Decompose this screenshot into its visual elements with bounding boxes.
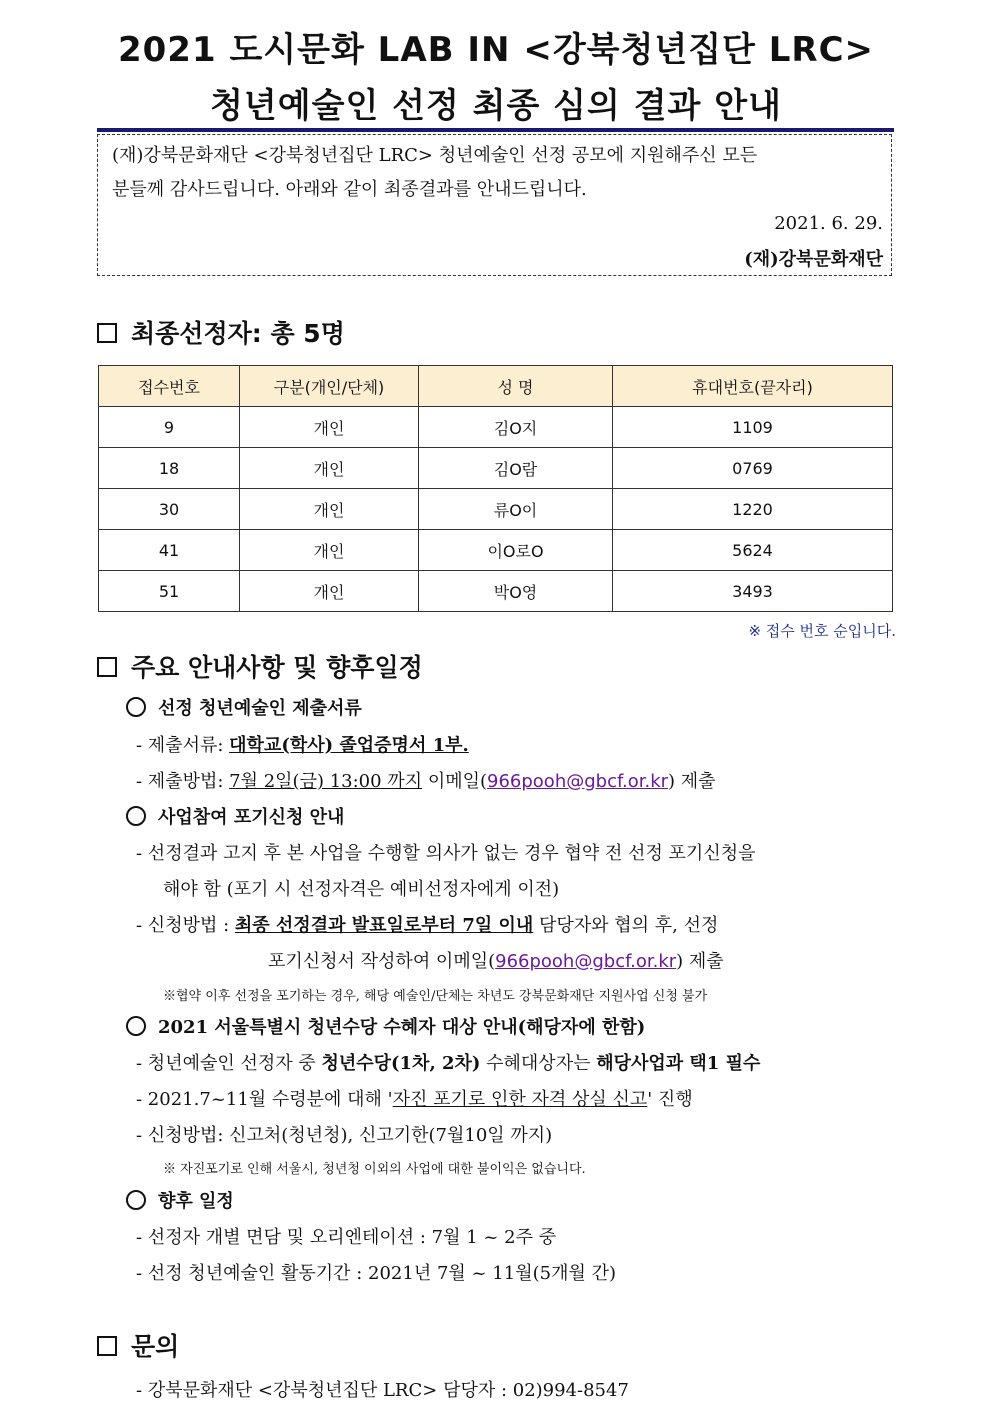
notice-text-line1: (재)강북문화재단 <강북청년집단 LRC> 청년예술인 선정 공모에 지원해주신 모든 <box>112 145 758 166</box>
documents-value: 대학교(학사) 졸업증명서 1부. <box>229 735 469 756</box>
subheading-withdrawal <box>126 803 344 829</box>
text: ) 제출 <box>668 771 716 792</box>
text: 포기신청서 작성하여 이메일( <box>268 951 496 972</box>
title-divider <box>97 128 894 132</box>
cell: 류O이 <box>419 489 613 530</box>
cell: 개인 <box>240 407 419 448</box>
allowance-line1 <box>136 1049 760 1075</box>
contact-line: - 강북문화재단 <강북청년집단 LRC> 담당자 : 02)994-8547 <box>136 1380 629 1401</box>
subheading-text: 2021 서울특별시 청년수당 수혜자 대상 안내(해당자에 한함) <box>158 1017 646 1038</box>
notice-box <box>97 134 892 276</box>
table-row <box>99 571 893 612</box>
cell: 1109 <box>613 407 893 448</box>
label: - 제출서류: <box>136 735 230 756</box>
subheading-text: 사업참여 포기신청 안내 <box>158 807 345 828</box>
subheading-text: 선정 청년예술인 제출서류 <box>158 698 362 719</box>
circle-bullet-icon <box>126 1190 146 1210</box>
circle-bullet-icon <box>126 806 146 826</box>
section-title: 문의 <box>131 1332 180 1361</box>
col-header: 성 명 <box>419 366 613 407</box>
text: - 2021.7~11월 수령분에 대해 ' <box>136 1089 393 1110</box>
cell: 박O영 <box>419 571 613 612</box>
notice-date: 2021. 6. 29. <box>774 213 883 234</box>
text: ) 제출 <box>676 951 724 972</box>
documents-line <box>136 731 469 757</box>
cell: 개인 <box>240 448 419 489</box>
allowance-note: ※ 자진포기로 인해 서울시, 청년청 이외의 사업에 대한 불이익은 없습니다. <box>163 1162 586 1177</box>
text: - 청년예술인 선정자 중 <box>136 1053 322 1074</box>
cell: 51 <box>99 571 240 612</box>
subheading-text: 향후 일정 <box>158 1191 234 1212</box>
col-header: 구분(개인/단체) <box>240 366 419 407</box>
email-link[interactable]: 966pooh@gbcf.or.kr <box>487 771 669 792</box>
table-row <box>99 489 893 530</box>
subheading-documents <box>126 694 362 720</box>
selection-table <box>98 365 893 612</box>
cell: 김O람 <box>419 448 613 489</box>
table-footnote: ※ 접수 번호 순입니다. <box>748 622 896 640</box>
cell: 김O지 <box>419 407 613 448</box>
notice-text-line2: 분들께 감사드립니다. 아래와 같이 최종결과를 안내드립니다. <box>112 179 587 200</box>
doc-title-line2: 청년예술인 선정 최종 심의 결과 안내 <box>210 86 782 126</box>
label: - 제출방법: <box>136 771 230 792</box>
withdrawal-method-line <box>136 911 718 937</box>
cell: 9 <box>99 407 240 448</box>
section-title: 최종선정자: 총 5명 <box>131 319 345 348</box>
cell: 30 <box>99 489 240 530</box>
section-inquiry <box>97 1327 179 1363</box>
allowance-line3: - 신청방법: 신고처(청년청), 신고기한(7월10일 까지) <box>136 1125 553 1146</box>
cell: 1220 <box>613 489 893 530</box>
circle-bullet-icon <box>126 697 146 717</box>
notice-text <box>112 139 882 207</box>
email-link[interactable]: 966pooh@gbcf.or.kr <box>495 951 677 972</box>
table-row <box>99 407 893 448</box>
cell: 0769 <box>613 448 893 489</box>
notice-org: (재)강북문화재단 <box>744 249 883 270</box>
doc-title-line1: 2021 도시문화 LAB IN <강북청년집단 LRC> <box>117 30 875 70</box>
checkbox-square-icon <box>97 657 117 677</box>
subheading-youth-allowance <box>126 1013 645 1039</box>
schedule-line2: - 선정 청년예술인 활동기간 : 2021년 7월 ~ 11월(5개월 간) <box>136 1263 616 1284</box>
allowance-line2 <box>136 1085 693 1111</box>
subheading-schedule <box>126 1187 234 1213</box>
cell: 개인 <box>240 489 419 530</box>
cell: 이O로O <box>419 530 613 571</box>
text: 이메일( <box>422 771 488 792</box>
text: 담당자와 협의 후, 선정 <box>533 915 719 936</box>
emphasis: 해당사업과 택1 필수 <box>596 1053 761 1074</box>
schedule-line1: - 선정자 개별 면담 및 오리엔테이션 : 7월 1 ~ 2주 중 <box>136 1227 557 1248</box>
submit-method-line <box>136 767 716 793</box>
cell: 41 <box>99 530 240 571</box>
col-header: 접수번호 <box>99 366 240 407</box>
text: 수혜대상자는 <box>480 1053 597 1074</box>
withdrawal-method-line2 <box>268 947 724 973</box>
deadline: 7월 2일(금) 13:00 까지 <box>229 771 423 792</box>
withdrawal-note: ※협약 이후 선정을 포기하는 경우, 해당 예술인/단체는 차년도 강북문화재단 지원사업 신청 불가 <box>163 989 708 1004</box>
text: ' 진행 <box>647 1089 693 1110</box>
table-header-row <box>99 366 893 407</box>
section-title: 주요 안내사항 및 향후일정 <box>131 653 423 682</box>
underlined-text: 자진 포기로 인한 자격 상실 신고 <box>392 1089 648 1110</box>
emphasis: 청년수당(1차, 2차) <box>321 1053 481 1074</box>
cell: 5624 <box>613 530 893 571</box>
section-final-selection <box>97 314 345 350</box>
checkbox-square-icon <box>97 1336 117 1356</box>
cell: 3493 <box>613 571 893 612</box>
withdrawal-line1: - 선정결과 고지 후 본 사업을 수행할 의사가 없는 경우 협약 전 선정 포기신청을 <box>136 843 756 864</box>
cell: 개인 <box>240 571 419 612</box>
label: - 신청방법 : <box>136 915 235 936</box>
circle-bullet-icon <box>126 1016 146 1036</box>
cell: 18 <box>99 448 240 489</box>
checkbox-square-icon <box>97 323 117 343</box>
table-row <box>99 448 893 489</box>
deadline-emphasis: 최종 선정결과 발표일로부터 7일 이내 <box>234 915 534 936</box>
section-notices <box>97 648 423 684</box>
withdrawal-line2: 해야 함 (포기 시 선정자격은 예비선정자에게 이전) <box>163 879 560 900</box>
table-row <box>99 530 893 571</box>
cell: 개인 <box>240 530 419 571</box>
col-header: 휴대번호(끝자리) <box>613 366 893 407</box>
